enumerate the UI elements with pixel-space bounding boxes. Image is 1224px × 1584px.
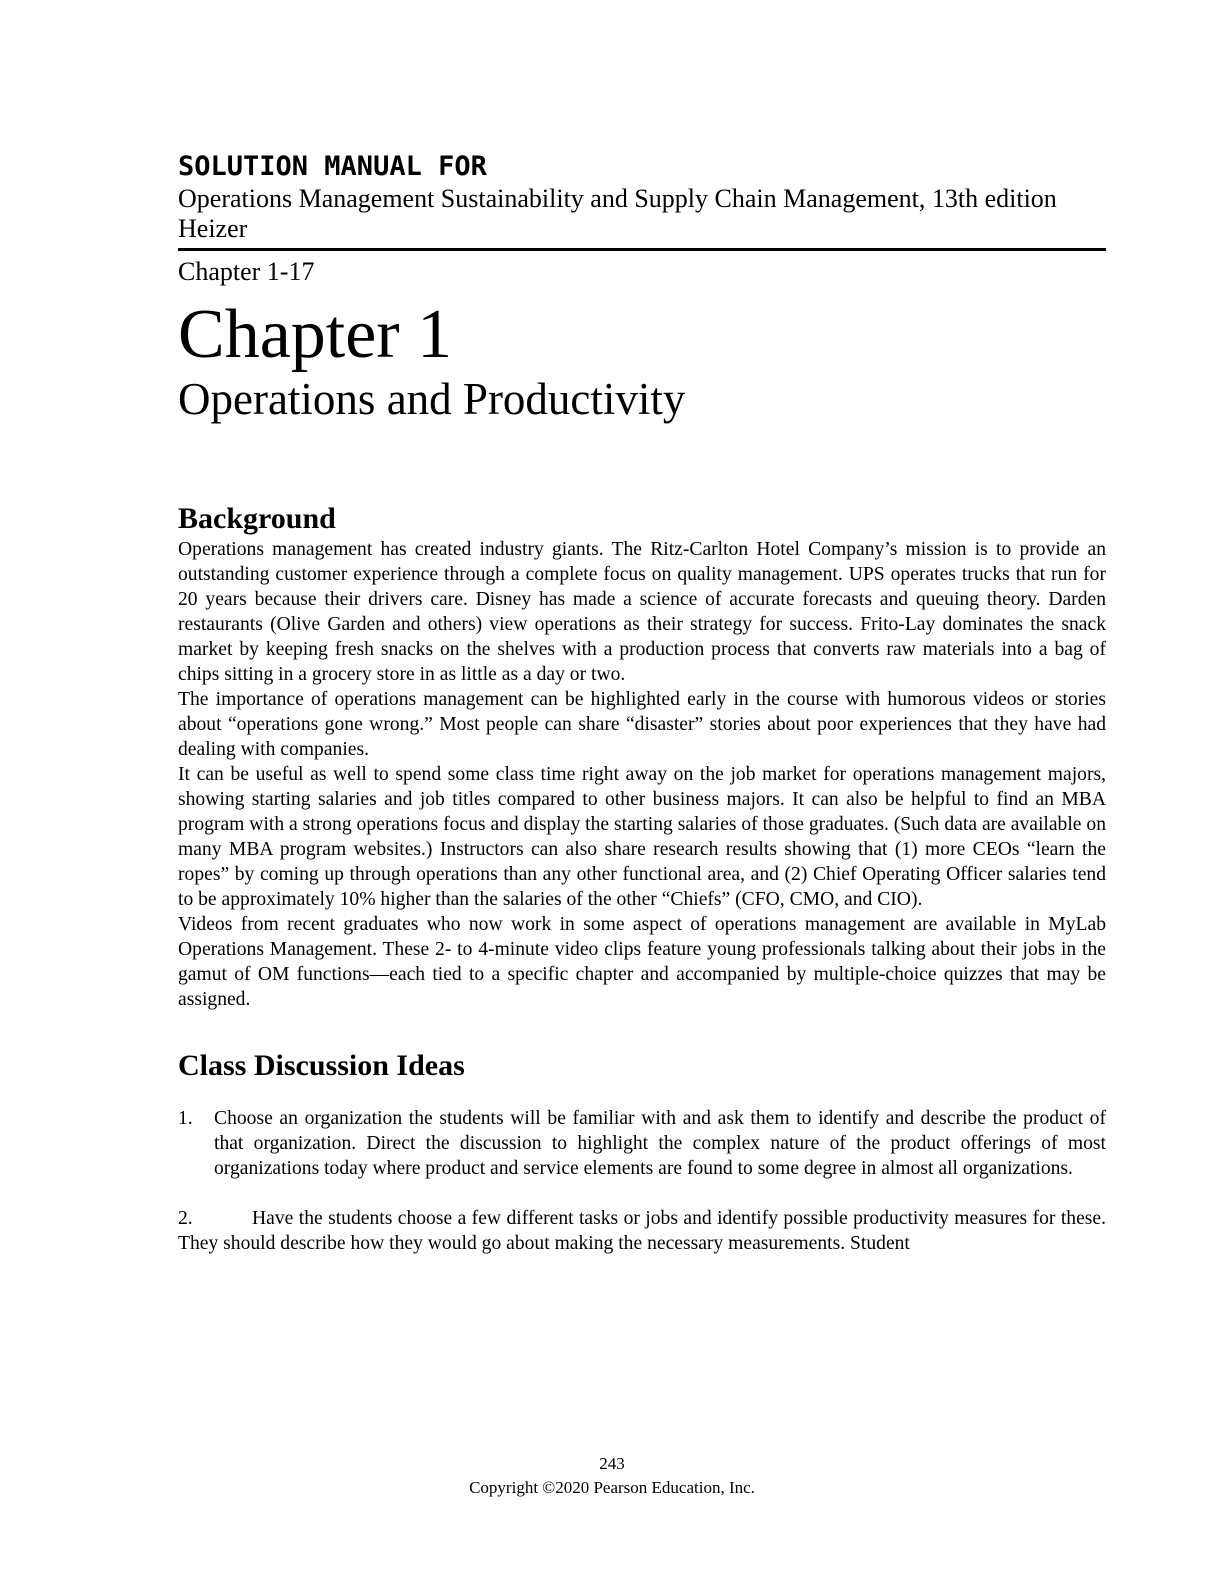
list-item-number: 1. [178, 1108, 193, 1129]
copyright-notice: Copyright ©2020 Pearson Education, Inc. [469, 1478, 755, 1497]
background-heading: Background [178, 502, 336, 535]
discussion-heading: Class Discussion Ideas [178, 1049, 465, 1082]
manual-label: SOLUTION MANUAL FOR [178, 151, 487, 182]
list-item-text: Choose an organization the students will be familiar with and ask them to identify and describe the product of that organization. Direct the discussion to highlight the complex nature of the product offerings of most organizations today where product and service elements are found to some degree in almost all organizations. [214, 1108, 1106, 1179]
background-paragraph: Operations management has created industry giants. The Ritz-Carlton Hotel Company’s mission is to provide an outstanding customer experience through a complete focus on quality management. UPS operates trucks that run for 20 years because their drivers care. Disney has made a science of accurate forecasts and queuing theory. Darden restaurants (Olive Garden and others) view operations as their strategy for success. Frito-Lay dominates the snack market by keeping fresh snacks on the shelves with a production process that converts raw materials into a bag of chips sitting in a grocery store in as little as a day or two. [178, 539, 1106, 685]
chapter-subtitle: Operations and Productivity [178, 374, 686, 424]
discussion-list [178, 1106, 1106, 1181]
background-paragraph: Videos from recent graduates who now work in some aspect of operations management are available in MyLab Operations Management. These 2- to 4-minute video clips feature young professionals talking about their jobs in the gamut of OM functions—each tied to a specific chapter and accompanied by multiple-choice quizzes that may be assigned. [178, 914, 1106, 1010]
list-item-number: 2. [178, 1208, 193, 1229]
list-item [178, 1106, 1106, 1181]
book-title: Operations Management Sustainability and Supply Chain Management, 13th edition Heizer [178, 184, 1106, 251]
chapter-range: Chapter 1-17 [178, 257, 315, 286]
page-number: 243 [599, 1454, 625, 1473]
document-page [178, 150, 1106, 1256]
chapter-heading: Chapter 1 [178, 296, 453, 373]
list-item [178, 1206, 1106, 1256]
background-paragraph: It can be useful as well to spend some class time right away on the job market for operations management majors, showing starting salaries and job titles compared to other business majors. It can also be helpful to find an MBA program with a strong operations focus and display the starting salaries of those graduates. (Such data are available on many MBA program websites.) Instructors can also share research results showing that (1) more CEOs “learn the ropes” by coming up through operations than any other functional area, and (2) Chief Operating Officer salaries tend to be approximately 10% higher than the salaries of the other “Chiefs” (CFO, CMO, and CIO). [178, 764, 1106, 910]
page-footer [0, 1452, 1224, 1500]
list-item-text: Have the students choose a few different tasks or jobs and identify possible productivity measures for these. They should describe how they would go about making the necessary measurements. Student [178, 1208, 1106, 1254]
background-paragraph: The importance of operations management can be highlighted early in the course with humorous videos or stories about “operations gone wrong.” Most people can share “disaster” stories about poor experiences that they have had dealing with companies. [178, 689, 1106, 760]
